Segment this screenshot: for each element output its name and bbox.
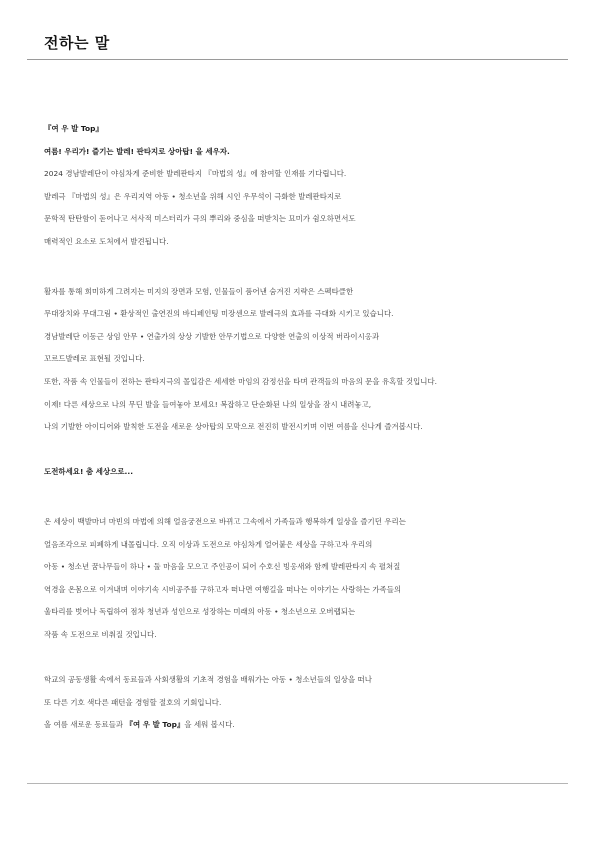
description-line: 이제! 다른 세상으로 나의 무딘 발을 들여놓아 보세요! 복잡하고 단순화된 나의 일상을 잠시 내려놓고, [44,399,372,409]
footer-divider [27,783,568,784]
challenge-heading: 도전하세요! 춤 세상으로... [44,467,134,477]
intro-line: 발레극 『마법의 성』은 우리지역 아동 • 청소년을 위해 시인 우무석이 극화한 발레판타지로 [44,191,342,201]
closing-line: 또 다른 기호 색다른 패턴을 경험할 절호의 기회입니다. [44,697,222,707]
challenge-line: 작품 속 도전으로 비춰질 것입니다. [44,629,157,639]
challenge-line: 아동 • 청소년 꿈나무들이 하나 • 둘 마음을 모으고 주인공이 되어 수호신 빙옹새와 함께 발레판타지 속 펼쳐질 [44,562,401,572]
closing-final-suffix: 을 세워 봅시다. [184,720,235,730]
closing-line: 학교의 공동생활 속에서 동료들과 사회생활의 기초적 경험을 배워가는 아동 • 청소년들의 일상을 떠나 [44,675,372,685]
intro-heading: 『여 우 발 Top』 [44,124,103,133]
closing-final-line [44,714,564,737]
closing-final-prefix: 올 여름 새로운 동료들과 [44,720,126,730]
challenge-line: 울타리를 벗어나 독립하여 점차 청년과 성인으로 성장하는 미래의 아동 • 청소년으로 오버랩되는 [44,607,356,617]
description-line: 꼬르드발레로 표현될 것입니다. [44,354,145,364]
intro-subheading: 여름! 우리가! 즐기는 발레! 판타지로 상아탑! 을 세우자. [44,146,230,156]
intro-line: 2024 경남발레단이 야심차게 준비한 발레판타지 『마법의 성』에 참여할 인재를 기다립니다. [44,169,347,179]
challenge-line: 역경을 온몸으로 이겨내며 이야기속 시비공주를 구하고자 떠나면 여행길을 떠나는 이야기는 사랑하는 가족들의 [44,584,402,594]
challenge-line: 얼음조각으로 피폐하게 내몰립니다. 오직 이상과 도전으로 야심차게 얼어붙은 세상을 구하고자 우리의 [44,539,373,549]
intro-line: 문학적 탄탄함이 돋어나고 서사적 미스터리가 극의 뿌리와 중심을 떠받치는 묘미가 쉼오하면서도 [44,214,356,224]
paragraph-gap [44,439,564,462]
description-line: 나의 기발한 아이디어와 발칙한 도전을 새로운 상아탑의 모막으로 전진히 발전시키며 이번 여름을 신나게 즐겨봅시다. [44,422,423,432]
letter-body [44,118,564,737]
description-line: 경남발레단 이동근 상임 안무 • 연출가의 상상 기발한 안무기법으로 다양한 연출의 이상적 버라이시옹과 [44,331,380,341]
intro-line: 매력적인 요소로 도처에서 발견됩니다. [44,236,169,246]
description-line: 무대장치와 무대그림 • 환상적인 출연진의 바디페인팅 미장센으로 발레극의 효과를 극대화 시키고 있습니다. [44,309,394,319]
description-line: 또한, 작품 속 인물들이 전하는 판타지극의 몰입감은 세세한 마임의 감정선을 타며 관객들의 마음의 문을 유혹할 것입니다. [44,376,438,386]
paragraph-gap [44,484,564,511]
paragraph-gap [44,254,564,281]
page-title: 전하는 말 [44,34,110,52]
closing-final-emphasis: 『여 우 발 Top』 [125,720,185,730]
paragraph-gap [44,646,564,669]
description-line: 활자를 통해 희미하게 그려지는 미지의 장면과 모험, 인물들이 품어낸 숨겨진 지략은 스펙타클한 [44,286,354,296]
challenge-line: 온 세상이 백발마녀 마빈의 마법에 의해 얼음궁전으로 바뀌고 그속에서 가족들과 행복하게 일상을 즐기던 우리는 [44,516,406,526]
header-divider [27,59,568,60]
